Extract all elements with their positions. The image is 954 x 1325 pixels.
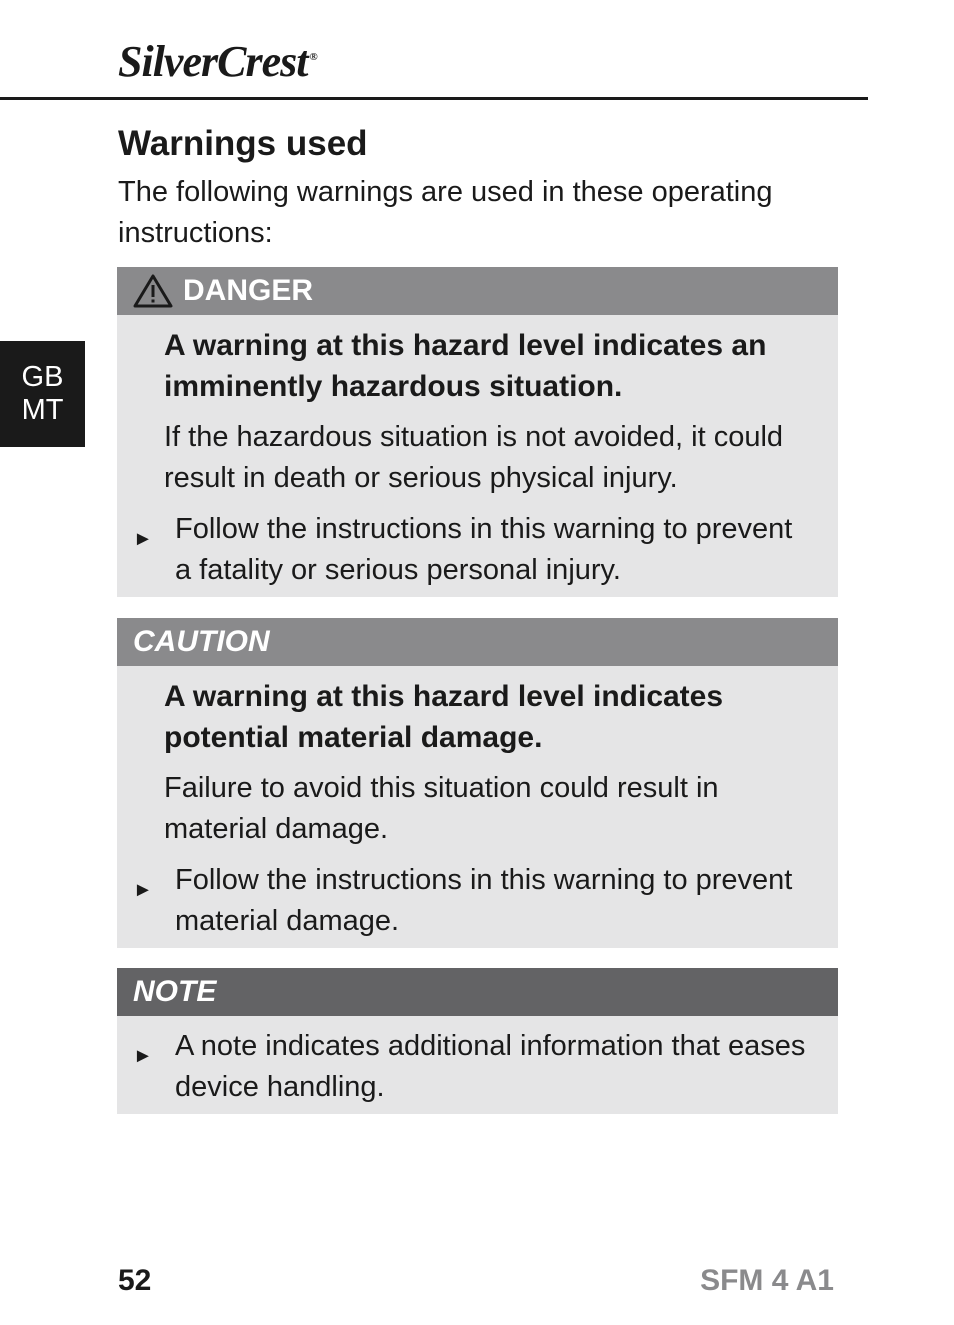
danger-box	[117, 267, 838, 597]
danger-lead: A warning at this hazard level indicates an imminently hazardous situation.	[164, 329, 767, 403]
caution-label: CAUTION	[133, 625, 270, 658]
model-number: SFM 4 A1	[700, 1264, 834, 1297]
section-title: Warnings used	[118, 124, 368, 163]
warning-triangle-icon	[133, 273, 173, 309]
note-label: NOTE	[133, 975, 217, 1008]
caution-box	[117, 618, 838, 948]
caution-text: Failure to avoid this situation could result in material damage.	[164, 772, 719, 845]
danger-text: If the hazardous situation is not avoided, it could result in death or serious physical injury.	[164, 421, 784, 494]
caution-header	[117, 618, 838, 666]
arrow-bullet-icon: ►	[133, 1045, 153, 1067]
note-bullet	[117, 1016, 838, 1114]
note-bullet-text: A note indicates additional information that eases device handling.	[175, 1030, 806, 1103]
language-tab	[0, 341, 85, 447]
header-rule	[0, 97, 868, 100]
lang-mt: MT	[21, 394, 64, 426]
brand-name: SilverCrest	[118, 37, 308, 86]
caution-bullet-text: Follow the instructions in this warning to prevent material damage.	[175, 864, 793, 937]
lang-gb: GB	[21, 361, 64, 393]
danger-label: DANGER	[183, 274, 314, 307]
note-box	[117, 968, 838, 1114]
danger-bullet-text: Follow the instructions in this warning to prevent a fatality or serious personal injury.	[175, 513, 793, 586]
registered-mark: ®	[309, 51, 317, 64]
page-number: 52	[118, 1264, 152, 1297]
brand-logo	[118, 37, 317, 86]
arrow-bullet-icon: ►	[133, 879, 153, 901]
caution-bullet	[117, 850, 838, 948]
danger-bullet	[117, 499, 838, 597]
section-intro: The following warnings are used in these operating instructions:	[118, 176, 773, 249]
caution-lead: A warning at this hazard level indicates potential material damage.	[164, 680, 724, 754]
note-header	[117, 968, 838, 1016]
danger-header	[117, 267, 838, 315]
arrow-bullet-icon: ►	[133, 528, 153, 550]
